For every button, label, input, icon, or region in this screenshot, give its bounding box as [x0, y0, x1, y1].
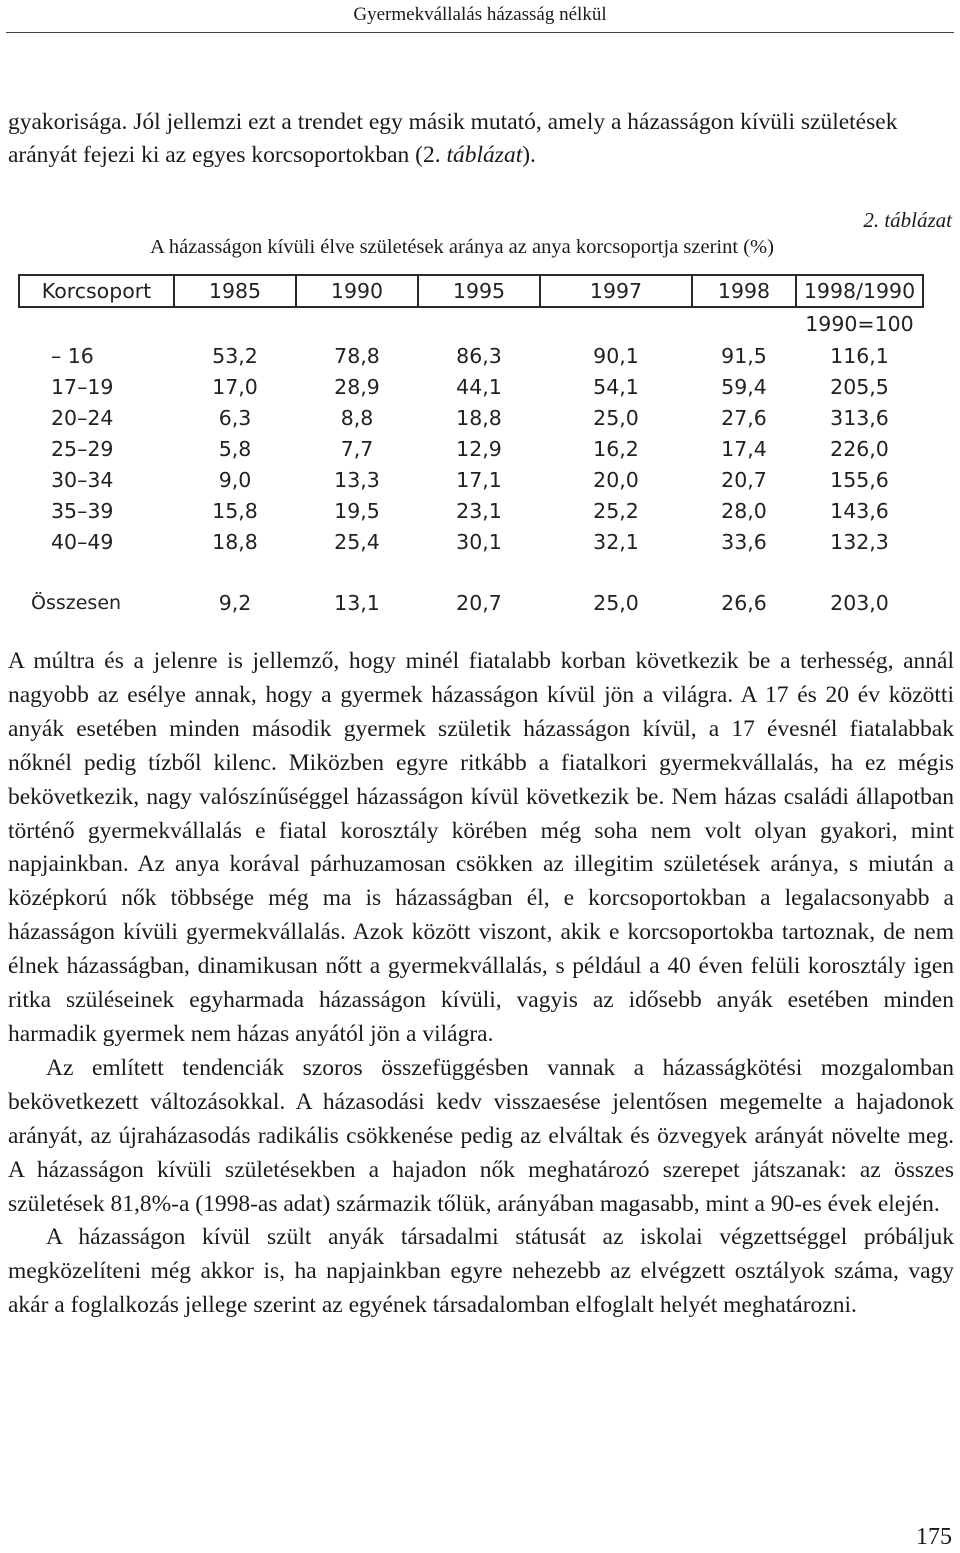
table-row	[19, 340, 923, 371]
total-label: Összesen	[31, 591, 122, 614]
table-row	[19, 371, 923, 402]
rate-cell: 226,0	[830, 436, 889, 461]
column-header: 1985	[174, 275, 296, 307]
rate-cell: 19,5	[334, 498, 380, 523]
rate-cell: 12,9	[456, 436, 502, 461]
rate-cell: 90,1	[593, 343, 639, 368]
rate-cell: 25,4	[334, 529, 380, 554]
table-row	[19, 402, 923, 433]
table-subheader-row	[19, 307, 923, 340]
table-row	[19, 526, 923, 557]
column-header: 1997	[540, 275, 692, 307]
rate-cell: 91,5	[721, 343, 767, 368]
rate-cell: 143,6	[830, 498, 889, 523]
rate-cell: 205,5	[830, 374, 889, 399]
table-header-row	[19, 275, 923, 307]
column-header: 1995	[418, 275, 540, 307]
table-row	[19, 495, 923, 526]
column-header: 1990	[296, 275, 418, 307]
birth-rate-table	[18, 274, 924, 618]
intro-text-end: ).	[522, 142, 536, 168]
rate-cell: 9,0	[218, 467, 252, 492]
rate-cell: 27,6	[721, 405, 767, 430]
rate-cell: 16,2	[593, 436, 639, 461]
intro-text: gyakorisága. Jól jellemzi ezt a trendet egy másik mutató, amely a házasságon kívüli születések arányát fejezi ki az egyes korcsoportokban (2.	[8, 109, 898, 168]
column-header: 1998/1990	[796, 275, 923, 307]
age-group-cell: 35–39	[51, 498, 114, 523]
paragraph: Az említett tendenciák szoros összefüggésben vannak a házasságkötési mozgalomban bekövetkezett változásokkal. A házasodási kedv visszaesése jelentősen megemelte a hajadonok arányát, az újraházasodás radikális csökkenése pedig az elváltak és özvegyek arányát növelte meg. A házasságon kívüli születésekben a hajadon nők meghatározó szerepet játszanak: az összes születések 81,8%-a (1998-as adat) származik tőlük, arányában magasabb, mint a 90-es évek elején.	[8, 1054, 954, 1217]
rate-cell: 7,7	[340, 436, 374, 461]
rate-cell: 17,4	[721, 436, 767, 461]
age-group-cell: 20–24	[51, 405, 114, 430]
intro-paragraph	[8, 106, 954, 172]
rate-cell: 17,1	[456, 467, 502, 492]
rate-cell: 8,8	[340, 405, 374, 430]
age-group-cell: 40–49	[51, 529, 114, 554]
rate-cell: 25,2	[593, 498, 639, 523]
rate-cell: 33,6	[721, 529, 767, 554]
header-rule	[6, 32, 954, 33]
intro-table-reference: táblázat	[446, 142, 523, 168]
table-row	[19, 464, 923, 495]
body-text	[8, 645, 954, 1323]
rate-cell: 86,3	[456, 343, 502, 368]
rate-cell: 59,4	[721, 374, 767, 399]
table-caption	[0, 236, 960, 259]
table-number: 2. táblázat	[863, 208, 952, 232]
column-header: Korcsoport	[19, 275, 174, 307]
rate-cell: 313,6	[830, 405, 889, 430]
rate-cell: 6,3	[218, 405, 252, 430]
rate-cell: 53,2	[212, 343, 258, 368]
rate-cell: 20,0	[593, 467, 639, 492]
rate-cell: 20,7	[721, 467, 767, 492]
column-header: 1998	[692, 275, 796, 307]
total-cell: 26,6	[721, 590, 767, 615]
table-spacer-row	[19, 557, 923, 587]
age-group-cell: – 16	[51, 343, 94, 368]
rate-cell: 30,1	[456, 529, 502, 554]
rate-cell: 13,3	[334, 467, 380, 492]
rate-cell: 116,1	[830, 343, 889, 368]
rate-cell: 155,6	[830, 467, 889, 492]
paragraph: A házasságon kívül szült anyák társadalmi státusát az iskolai végzettséggel próbáljuk megközelíteni még akkor is, ha napjainkban egyre nehezebb az elvégzett osztályok száma, vagy akár a foglalkozás jellege szerint az egyének társadalomban elfoglalt helyét meghatározni.	[8, 1224, 954, 1319]
index-base-note: 1990=100	[805, 312, 914, 336]
page-number: 175	[916, 1524, 952, 1550]
rate-cell: 54,1	[593, 374, 639, 399]
total-cell: 9,2	[218, 590, 252, 615]
total-cell: 20,7	[456, 590, 502, 615]
total-cell: 13,1	[334, 590, 380, 615]
age-group-cell: 17–19	[51, 374, 114, 399]
rate-cell: 23,1	[456, 498, 502, 523]
table-caption-text: A házasságon kívüli élve születések aránya az anya korcsoportja szerint (%)	[150, 236, 774, 258]
rate-cell: 5,8	[218, 436, 252, 461]
rate-cell: 32,1	[593, 529, 639, 554]
rate-cell: 17,0	[212, 374, 258, 399]
total-cell: 203,0	[830, 590, 889, 615]
total-cell: 25,0	[593, 590, 639, 615]
table-total-row	[19, 587, 923, 618]
age-group-cell: 25–29	[51, 436, 114, 461]
rate-cell: 28,9	[334, 374, 380, 399]
table-row	[19, 433, 923, 464]
rate-cell: 25,0	[593, 405, 639, 430]
rate-cell: 78,8	[334, 343, 380, 368]
paragraph: A múltra és a jelenre is jellemző, hogy minél fiatalabb korban következik be a terhesség, annál nagyobb az esélye annak, hogy a gyermek házasságon kívül jön a világra. A 17 és 20 év közötti anyák esetében minden második gyermek születik házasságon kívül, a 17 évesnél fiatalabbak nőknél pedig tízből kilenc. Miközben egyre ritkább a fiatalkori gyermekvállalás, ha ez mégis bekövetkezik, nagy valószínűséggel házasságon kívül következik be. Nem házas családi állapotban történő gyermekvállalás e fiatal korosztály körében még soha nem volt olyan gyakori, mint napjainkban. Az anya korával párhuzamosan csökken az illegitim születések aránya, s miután a középkorú nők többsége még ma is házasságban él, e korcsoportokban a legalacsonyabb a házasságon kívüli gyermekvállalás. Azok között viszont, akik e korcsoportokba tartoznak, de nem élnek házasságban, dinamikusan nőtt a gyermekvállalás, s például a 40 éven felüli korosztály igen ritka szüléseinek egyharmada házasságon kívüli, vagyis az idősebb anyák esetében minden harmadik gyermek nem házas anyától jön a világra.	[8, 648, 954, 1047]
rate-cell: 44,1	[456, 374, 502, 399]
age-group-cell: 30–34	[51, 467, 114, 492]
running-title: Gyermekvállalás házasság nélkül	[353, 4, 607, 25]
rate-cell: 28,0	[721, 498, 767, 523]
rate-cell: 15,8	[212, 498, 258, 523]
rate-cell: 18,8	[456, 405, 502, 430]
rate-cell: 18,8	[212, 529, 258, 554]
rate-cell: 132,3	[830, 529, 889, 554]
